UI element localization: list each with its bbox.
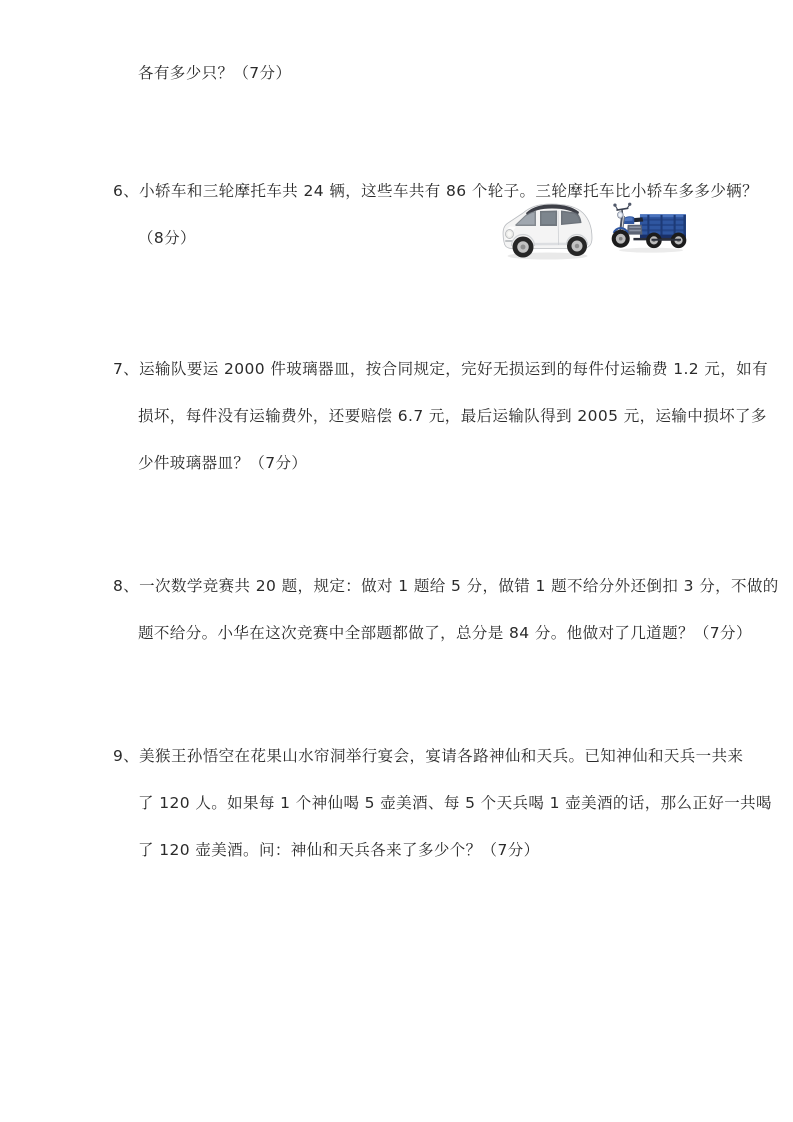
question-block-q7 <box>113 346 768 487</box>
question-block-q9 <box>113 733 772 874</box>
tricycle-image <box>608 195 690 257</box>
cargo-tricycle-icon <box>608 195 690 257</box>
question-line: 8、一次数学竞赛共 20 题，规定：做对 1 题给 5 分，做错 1 题不给分外还倒扣 3 分，不做的 <box>113 577 779 595</box>
question-line: 了 120 壶美酒。问：神仙和天兵各来了多少个？（7分） <box>138 841 540 859</box>
question-line: 损坏，每件没有运输费外，还要赔偿 6.7 元，最后运输队得到 2005 元，运输中损坏了多 <box>138 407 767 425</box>
car-image <box>495 193 600 263</box>
question-score: （8分） <box>138 229 196 247</box>
car-icon <box>495 193 600 263</box>
question-line: 7、运输队要运 2000 件玻璃器皿，按合同规定，完好无损运到的每件付运输费 1.2 元，如有 <box>113 360 768 378</box>
question-line: 6、小轿车和三轮摩托车共 24 辆，这些车共有 86 个轮子。三轮摩托车比小轿车多多少辆？ <box>113 182 759 200</box>
question-block-q8 <box>113 563 779 657</box>
question-line: 少件玻璃器皿？（7分） <box>138 454 308 472</box>
question-line: 9、美猴王孙悟空在花果山水帘洞举行宴会，宴请各路神仙和天兵。已知神仙和天兵一共来 <box>113 747 744 765</box>
question-line: 题不给分。小华在这次竞赛中全部题都做了，总分是 84 分。他做对了几道题？（7分） <box>138 624 752 642</box>
question-block-q5-tail <box>113 50 693 97</box>
question-6-illustrations <box>495 193 695 265</box>
question-line: 了 120 人。如果每 1 个神仙喝 5 壶美酒、每 5 个天兵喝 1 壶美酒的话，那么正好一共喝 <box>138 794 772 812</box>
question-line: 各有多少只？（7分） <box>138 64 292 82</box>
